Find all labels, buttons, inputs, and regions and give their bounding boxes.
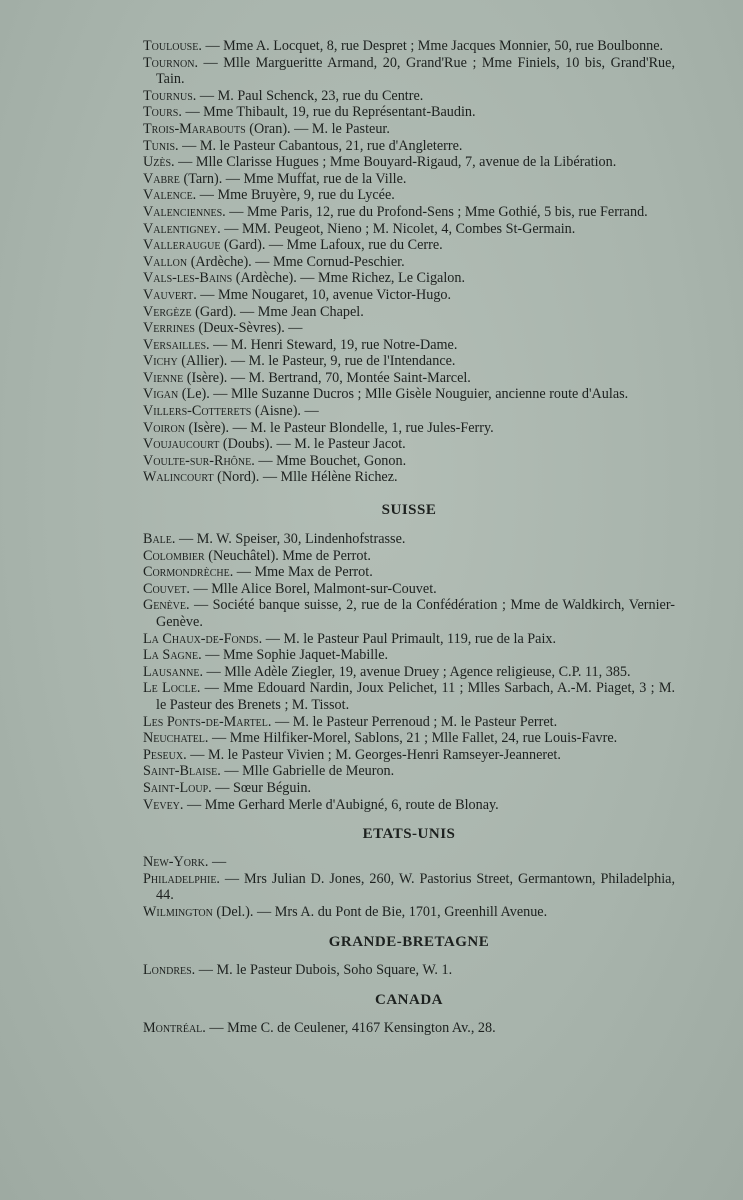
- entry-text: — Mrs Julian D. Jones, 260, W. Pastorius Street, Germantown, Philadelphia, 44.: [156, 870, 675, 904]
- entry-vevey: [143, 797, 675, 814]
- city-name: La Sagne.: [143, 647, 202, 664]
- section-etats-unis: [143, 854, 675, 920]
- city-name: Valleraugue: [143, 237, 221, 254]
- entry-text: (Ardèche). — Mme Cornud-Peschier.: [187, 253, 405, 270]
- entry-text: — Mlle Gabrielle de Meuron.: [220, 763, 395, 780]
- section-suisse: [143, 531, 675, 813]
- city-name: Vals-les-Bains: [143, 270, 233, 287]
- entry-trois-marabouts: [143, 121, 675, 138]
- entry-text: — M. le Pasteur Cabantous, 21, rue d'Angleterre.: [178, 137, 463, 154]
- city-name: Valentigney.: [143, 220, 221, 237]
- directory-content: [143, 38, 675, 1037]
- entry-uzes: [143, 154, 675, 171]
- city-name: Tournon.: [143, 54, 198, 71]
- entry-voujaucourt: [143, 436, 675, 453]
- entry-bale: [143, 531, 675, 548]
- entry-couvet: [143, 581, 675, 598]
- city-name: Lausanne.: [143, 663, 203, 680]
- entry-text: — Mme Edouard Nardin, Joux Pelichet, 11 ; Mlles Sarbach, A.-M. Piaget, 3 ; M. le Pasteur des Brenets ; M. Tissot.: [156, 680, 675, 713]
- entry-text: — Mlle Adèle Ziegler, 19, avenue Druey ; Agence religieuse, C.P. 11, 385.: [203, 663, 631, 680]
- city-name: Londres.: [143, 961, 196, 978]
- entry-versailles: [143, 337, 675, 354]
- city-name: Bale.: [143, 531, 176, 548]
- entry-geneve: [143, 597, 675, 630]
- entry-text: — Mme C. de Ceulener, 4167 Kensington Av., 28.: [205, 1020, 496, 1037]
- entry-text: (Le). — Mlle Suzanne Ducros ; Mlle Gisèle Nouguier, ancienne route d'Aulas.: [178, 386, 629, 403]
- city-name: Vichy: [143, 353, 178, 370]
- entry-tours: [143, 104, 675, 121]
- entry-text: — Mme Max de Perrot.: [233, 564, 373, 581]
- entry-voiron: [143, 420, 675, 437]
- entry-text: — Mme Gerhard Merle d'Aubigné, 6, route de Blonay.: [183, 796, 499, 813]
- city-name: Vabre: [143, 170, 180, 187]
- entry-text: — Mlle Alice Borel, Malmont-sur-Couvet.: [189, 580, 437, 597]
- city-name: Genève.: [143, 597, 190, 614]
- entry-walincourt: [143, 469, 675, 486]
- entry-peseux: [143, 747, 675, 764]
- entry-text: — Mme Bouchet, Gonon.: [254, 452, 407, 469]
- entry-vienne: [143, 370, 675, 387]
- entry-text: — Mlle Clarisse Hugues ; Mme Bouyard-Rigaud, 7, avenue de la Libération.: [174, 154, 617, 171]
- entry-voulte-sur-rhone: [143, 453, 675, 470]
- city-name: Voulte-sur-Rhône.: [143, 452, 255, 469]
- entry-text: (Allier). — M. le Pasteur, 9, rue de l'Intendance.: [177, 353, 456, 370]
- entry-saint-blaise: [143, 763, 675, 780]
- city-name: Peseux.: [143, 746, 187, 763]
- city-name: Vallon: [143, 253, 188, 270]
- entry-text: (Del.). — Mrs A. du Pont de Bie, 1701, Greenhill Avenue.: [212, 903, 548, 920]
- entry-text: — M. W. Speiser, 30, Lindenhofstrasse.: [175, 531, 406, 548]
- entry-vichy: [143, 353, 675, 370]
- city-name: Neuchatel.: [143, 730, 209, 747]
- entry-text: — M. le Pasteur Vivien ; M. Georges-Henri Ramseyer-Jeanneret.: [186, 746, 561, 763]
- entry-la-sagne: [143, 647, 675, 664]
- entry-text: — Mlle Margueritte Armand, 20, Grand'Rue ; Mme Finiels, 10 bis, Grand'Rue, Tain.: [156, 54, 675, 88]
- entry-la-chaux-de-fonds: [143, 631, 675, 648]
- entry-text: (Ardèche). — Mme Richez, Le Cigalon.: [232, 270, 466, 287]
- entry-vabre: [143, 171, 675, 188]
- entry-text: — M. le Pasteur Dubois, Soho Square, W. 1.: [195, 961, 453, 978]
- entry-vergeze: [143, 304, 675, 321]
- entry-text: (Doubs). — M. le Pasteur Jacot.: [219, 436, 406, 453]
- entry-le-locle: [143, 680, 675, 713]
- city-name: Voiron: [143, 419, 185, 436]
- entry-text: (Gard). — Mme Jean Chapel.: [191, 303, 364, 320]
- entry-vals-les-bains: [143, 270, 675, 287]
- city-name: Saint-Blaise.: [143, 763, 221, 780]
- city-name: Valenciennes.: [143, 203, 226, 220]
- entry-text: — M. Paul Schenck, 23, rue du Centre.: [196, 87, 424, 104]
- entry-text: (Neuchâtel). Mme de Perrot.: [204, 547, 371, 564]
- entry-text: — Société banque suisse, 2, rue de la Confédération ; Mme de Waldkirch, Vernier-Genève.: [156, 597, 675, 630]
- city-name: Versailles.: [143, 336, 210, 353]
- section-grande-bretagne: [143, 962, 675, 979]
- city-name: Voujaucourt: [143, 436, 220, 453]
- entry-montreal: [143, 1020, 675, 1037]
- entry-text: (Gard). — Mme Lafoux, rue du Cerre.: [220, 237, 443, 254]
- entry-tournon: [143, 55, 675, 88]
- entry-text: (Tarn). — Mme Muffat, rue de la Ville.: [179, 170, 407, 187]
- entry-text: — Mme Sophie Jaquet-Mabille.: [201, 647, 389, 664]
- city-name: Tours.: [143, 104, 182, 121]
- city-name: Vevey.: [143, 796, 184, 813]
- entry-text: — Mme Thibault, 19, rue du Représentant-Baudin.: [181, 104, 476, 121]
- entry-vauvert: [143, 287, 675, 304]
- city-name: New-York.: [143, 854, 209, 871]
- entry-valentigney: [143, 221, 675, 238]
- entry-text: (Oran). — M. le Pasteur.: [245, 120, 390, 137]
- entry-toulouse: [143, 38, 675, 55]
- city-name: Tournus.: [143, 87, 197, 104]
- entry-text: — M. le Pasteur Perrenoud ; M. le Pasteur Perret.: [271, 713, 558, 730]
- entry-verrines: [143, 320, 675, 337]
- section-heading-grande-bretagne: GRANDE-BRETAGNE: [328, 933, 490, 950]
- entry-text: — M. le Pasteur Paul Primault, 119, rue de la Paix.: [262, 630, 557, 647]
- entry-neuchatel: [143, 730, 675, 747]
- section-heading-canada: CANADA: [375, 992, 443, 1009]
- city-name: Cormondrèche.: [143, 564, 234, 581]
- entry-valleraugue: [143, 237, 675, 254]
- entry-text: — Mme Nougaret, 10, avenue Victor-Hugo.: [196, 286, 452, 303]
- entry-text: (Nord). — Mlle Hélène Richez.: [213, 469, 398, 486]
- city-name: Valence.: [143, 187, 197, 204]
- entry-text: — M. Henri Steward, 19, rue Notre-Dame.: [209, 336, 458, 353]
- entry-tournus: [143, 88, 675, 105]
- city-name: La Chaux-de-Fonds.: [143, 630, 263, 647]
- entry-new-york: [143, 854, 675, 871]
- entry-text: — Mme Paris, 12, rue du Profond-Sens ; Mme Gothié, 5 bis, rue Ferrand.: [225, 203, 648, 220]
- entry-lausanne: [143, 664, 675, 681]
- city-name: Wilmington: [143, 903, 213, 920]
- entry-text: —: [208, 854, 227, 871]
- city-name: Colombier: [143, 547, 205, 564]
- section-heading-suisse: SUISSE: [381, 502, 437, 519]
- city-name: Le Locle.: [143, 680, 201, 697]
- entry-saint-loup: [143, 780, 675, 797]
- section-france: [143, 38, 675, 486]
- city-name: Uzès.: [143, 154, 175, 171]
- city-name: Vienne: [143, 369, 184, 386]
- city-name: Walincourt: [143, 469, 214, 486]
- city-name: Tunis.: [143, 137, 179, 154]
- city-name: Trois-Marabouts: [143, 120, 246, 137]
- entry-valence: [143, 187, 675, 204]
- city-name: Couvet.: [143, 580, 190, 597]
- entry-vallon: [143, 254, 675, 271]
- city-name: Vergèze: [143, 303, 192, 320]
- entry-londres: [143, 962, 675, 979]
- city-name: Saint-Loup.: [143, 779, 212, 796]
- city-name: Toulouse.: [143, 38, 202, 54]
- entry-text: — MM. Peugeot, Nieno ; M. Nicolet, 4, Combes St-Germain.: [220, 220, 576, 237]
- city-name: Villers-Cotterets: [143, 403, 252, 420]
- entry-text: — Mme Bruyère, 9, rue du Lycée.: [196, 187, 395, 204]
- entry-les-ponts-de-martel: [143, 714, 675, 731]
- city-name: Philadelphie.: [143, 870, 220, 887]
- entry-valenciennes: [143, 204, 675, 221]
- section-heading-etats-unis: ETATS-UNIS: [362, 826, 456, 843]
- city-name: Vigan: [143, 386, 179, 403]
- entry-vigan: [143, 386, 675, 403]
- entry-text: — Mme A. Locquet, 8, rue Despret ; Mme Jacques Monnier, 50, rue Boulbonne.: [201, 38, 664, 54]
- city-name: Verrines: [143, 320, 195, 337]
- entry-philadelphie: [143, 871, 675, 904]
- entry-wilmington: [143, 904, 675, 921]
- city-name: Les Ponts-de-Martel.: [143, 713, 272, 730]
- entry-text: (Isère). — M. le Pasteur Blondelle, 1, rue Jules-Ferry.: [184, 419, 494, 436]
- entry-text: — Sœur Béguin.: [211, 779, 312, 796]
- entry-text: (Deux-Sèvres). —: [194, 320, 303, 337]
- entry-tunis: [143, 138, 675, 155]
- city-name: Montréal.: [143, 1020, 206, 1037]
- entry-text: (Aisne). —: [251, 403, 319, 420]
- section-canada: [143, 1020, 675, 1037]
- city-name: Vauvert.: [143, 286, 197, 303]
- entry-villers-cotterets: [143, 403, 675, 420]
- entry-text: — Mme Hilfiker-Morel, Sablons, 21 ; Mlle Fallet, 24, rue Louis-Favre.: [208, 730, 618, 747]
- entry-cormondreche: [143, 564, 675, 581]
- entry-colombier: [143, 548, 675, 565]
- entry-text: (Isère). — M. Bertrand, 70, Montée Saint-Marcel.: [183, 369, 471, 386]
